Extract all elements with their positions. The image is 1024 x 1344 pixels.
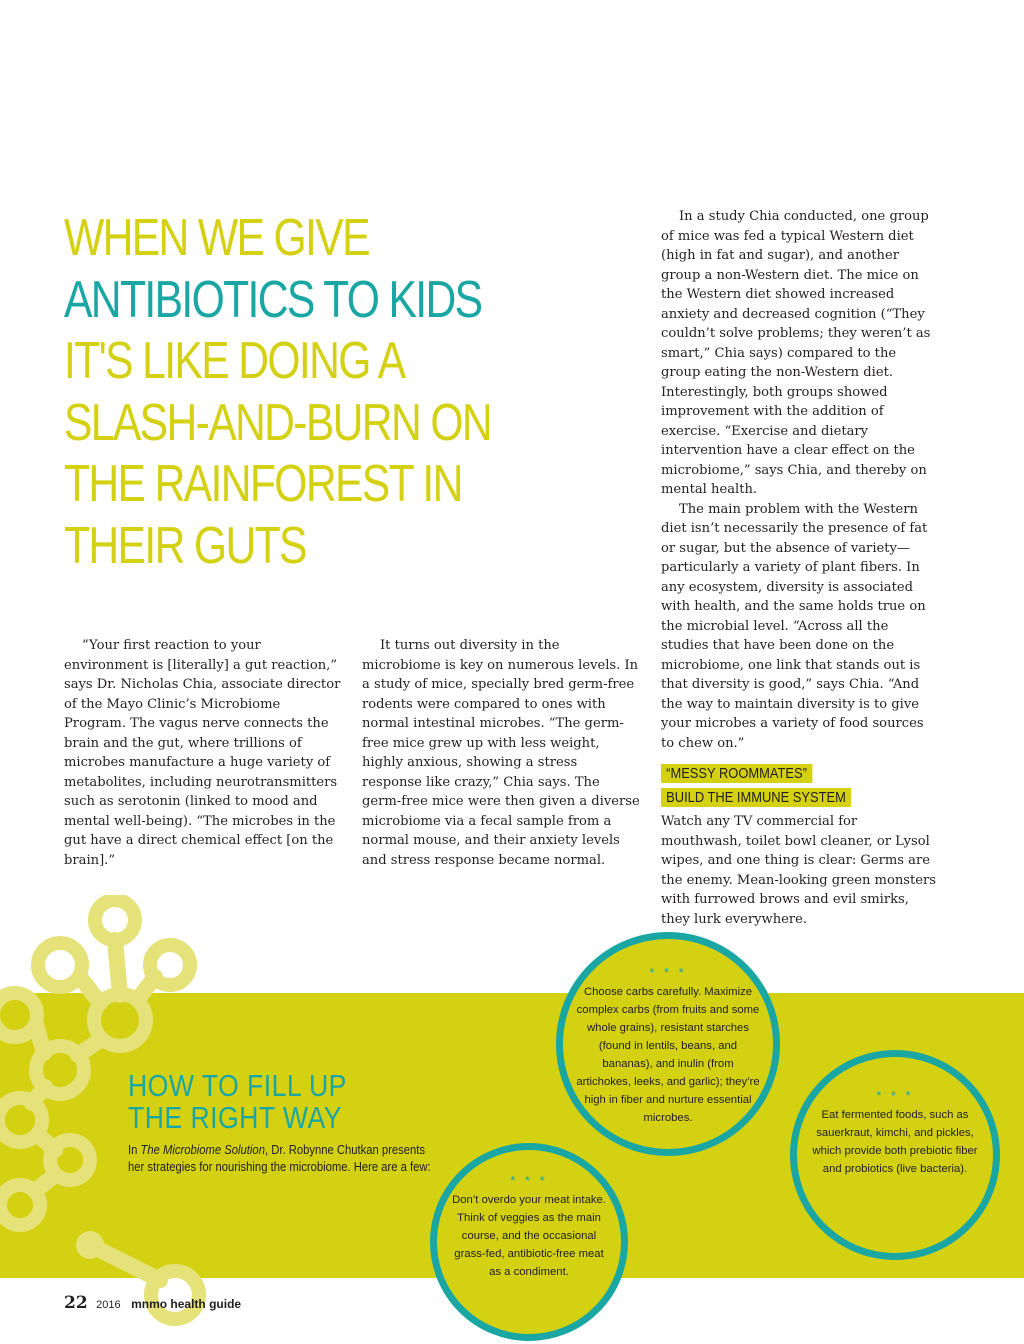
stars-icon: * * * (510, 1173, 548, 1188)
article-column-1 (64, 636, 342, 870)
article-paragraph: In a study Chia conducted, one group of mice was fed a typical Western diet (high in fat and sugar), and another group a non-Western diet. The mice on the Western diet showed increased anxiety and decreased cognition (“They couldn’t solve problems; they weren’t as smart,” Chia says) compared to the group eating the non-Western diet. Interestingly, both groups showed improvement with the addition of exercise. “Exercise and dietary intervention have a clear effect on the microbiome,” says Chia, and thereby on mental health. (661, 209, 931, 497)
sidebar-title (128, 1070, 347, 1134)
tip-bubble-fermented (790, 1050, 1000, 1260)
pull-quote-line: IT'S LIKE DOING A (64, 332, 405, 390)
book-title: The Microbiome Solution (140, 1143, 265, 1157)
tip-text: Don’t overdo your meat intake. Think of veggies as the main course, and the occasional grass-fed, antibiotic-free meat as a condiment. (452, 1194, 606, 1278)
article-column-2 (362, 636, 640, 870)
pull-quote-line: THE RAINFOREST IN (64, 455, 462, 513)
subhead-line: “MESSY ROOMMATES” (661, 764, 812, 783)
pull-quote-line: ANTIBIOTICS TO KIDS (64, 270, 482, 329)
pull-quote-line: WHEN WE GIVE (64, 209, 369, 267)
article-paragraph: It turns out diversity in the microbiome is key on numerous levels. In a study of mice, specially bred germ-free rodents were compared to ones with normal intestinal microbes. “The germ-free mice grew up with less weight, highly anxious, showing a stress response like crazy,” Chia says. The germ-free mice were then given a diverse microbiome via a fecal sample from a normal mouse, and their anxiety levels and stress response became normal. (362, 638, 640, 868)
article-column-3 (661, 207, 939, 929)
publication-name: mnmo health guide (131, 1297, 242, 1311)
stars-icon: * * * (649, 965, 687, 980)
page-footer (64, 1293, 241, 1313)
page-number: 22 (64, 1293, 88, 1313)
pull-quote (64, 208, 564, 577)
article-paragraph: Watch any TV commercial for mouthwash, toilet bowl cleaner, or Lysol wipes, and one thing is clear: Germs are the enemy. Mean-looking green monsters with furrowed brows and evil smirks, they lurk everywhere. (661, 814, 936, 927)
footer-year: 2016 (96, 1299, 121, 1311)
intro-text: In (128, 1143, 141, 1157)
sidebar-title-line: HOW TO FILL UP (128, 1068, 347, 1103)
tip-text: Choose carbs carefully. Maximize complex carbs (from fruits and some whole grains), resistant starches (found in lentils, beans, and bananas), and inulin (from artichokes, leeks, and garlic); they’re high in fiber and nurture essential microbes. (576, 986, 760, 1124)
stars-icon: * * * (876, 1088, 914, 1103)
tip-text: Eat fermented foods, such as sauerkraut, kimchi, and pickles, which provide both prebiotic fiber and probiotics (live bacteria). (812, 1109, 978, 1175)
subhead-line: BUILD THE IMMUNE SYSTEM (661, 788, 851, 807)
sidebar-intro (128, 1142, 434, 1176)
article-paragraph: The main problem with the Western diet isn’t necessarily the presence of fat or sugar, but the absence of variety—particularly a variety of plant fibers. In any ecosystem, diversity is associated with health, and the same holds true on the microbial level. “Across all the studies that have been done on the microbiome, one link that stands out is that diversity is good,” says Chia. “And the way to maintain diversity is to give your microbes a variety of food sources to chew on.” (661, 501, 928, 751)
pull-quote-line: THEIR GUTS (64, 516, 306, 575)
tip-bubble-carbs (556, 932, 780, 1156)
tip-bubble-meat (430, 1143, 628, 1341)
article-paragraph: “Your first reaction to your environment is [literally] a gut reaction,” says Dr. Nicholas Chia, associate director of the Mayo Clinic’s Microbiome Program. The vagus nerve connects the brain and the gut, where trillions of microbes manufacture a huge variety of metabolites, including neurotransmitters such as serotonin (linked to mood and mental well-being). “The microbes in the gut have a direct chemical effect [on the brain].” (64, 638, 341, 868)
sidebar-title-line: THE RIGHT WAY (128, 1100, 342, 1135)
section-subhead (661, 761, 939, 808)
pull-quote-line: SLASH-AND-BURN ON (64, 393, 492, 452)
intro-text: , Dr. Robynne Chutkan presents her strategies for nourishing the microbiome. Here are a few: (128, 1143, 431, 1174)
